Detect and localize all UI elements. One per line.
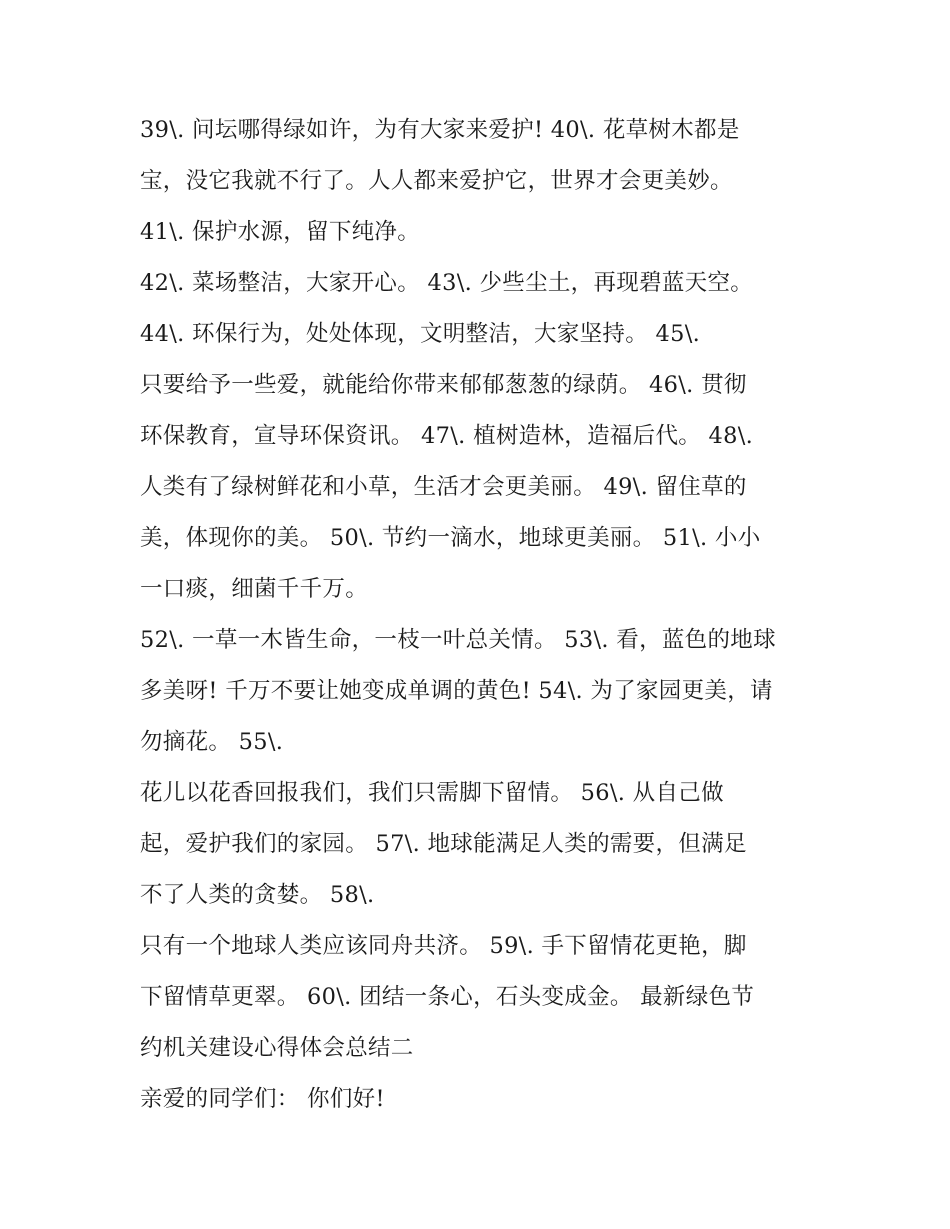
text-line: 41\. 保护水源，留下纯净。 — [140, 219, 421, 245]
text-line: 52\. 一草一木皆生命，一枝一叶总关情。 53\. 看，蓝色的地球 — [140, 627, 776, 653]
text-line: 亲爱的同学们： 你们好! — [140, 1086, 385, 1112]
text-line: 美，体现你的美。 50\. 节约一滴水，地球更美丽。 51\. 小小 — [140, 525, 761, 551]
text-line: 42\. 菜场整洁，大家开心。 43\. 少些尘土，再现碧蓝天空。 — [140, 270, 754, 296]
text-line: 人类有了绿树鲜花和小草，生活才会更美丽。 49\. 留住草的 — [140, 474, 747, 500]
text-line: 多美呀! 千万不要让她变成单调的黄色! 54\. 为了家园更美，请 — [140, 678, 773, 704]
text-line: 39\. 问坛哪得绿如许，为有大家来爱护! 40\. 花草树木都是 — [140, 117, 740, 143]
text-line: 环保教育，宣导环保资讯。 47\. 植树造林，造福后代。 48\. — [140, 423, 754, 449]
text-line: 宝，没它我就不行了。人人都来爱护它，世界才会更美妙。 — [140, 168, 733, 194]
text-line: 下留情草更翠。 60\. 团结一条心，石头变成金。 最新绿色节 — [140, 984, 755, 1010]
body-text — [140, 110, 840, 1130]
text-line: 44\. 环保行为，处处体现，文明整洁，大家坚持。 45\. — [140, 321, 701, 347]
text-line: 起，爱护我们的家园。 57\. 地球能满足人类的需要，但满足 — [140, 831, 747, 857]
text-line: 花儿以花香回报我们，我们只需脚下留情。 56\. 从自己做 — [140, 780, 724, 806]
text-line: 只要给予一些爱，就能给你带来郁郁葱葱的绿荫。 46\. 贯彻 — [140, 372, 747, 398]
text-line: 约机关建设心得体会总结二 — [140, 1035, 414, 1061]
text-line: 一口痰，细菌千千万。 — [140, 576, 369, 602]
text-line: 只有一个地球人类应该同舟共济。 59\. 手下留情花更艳，脚 — [140, 933, 747, 959]
text-line: 勿摘花。 55\. — [140, 729, 284, 755]
text-line: 不了人类的贪婪。 58\. — [140, 882, 375, 908]
